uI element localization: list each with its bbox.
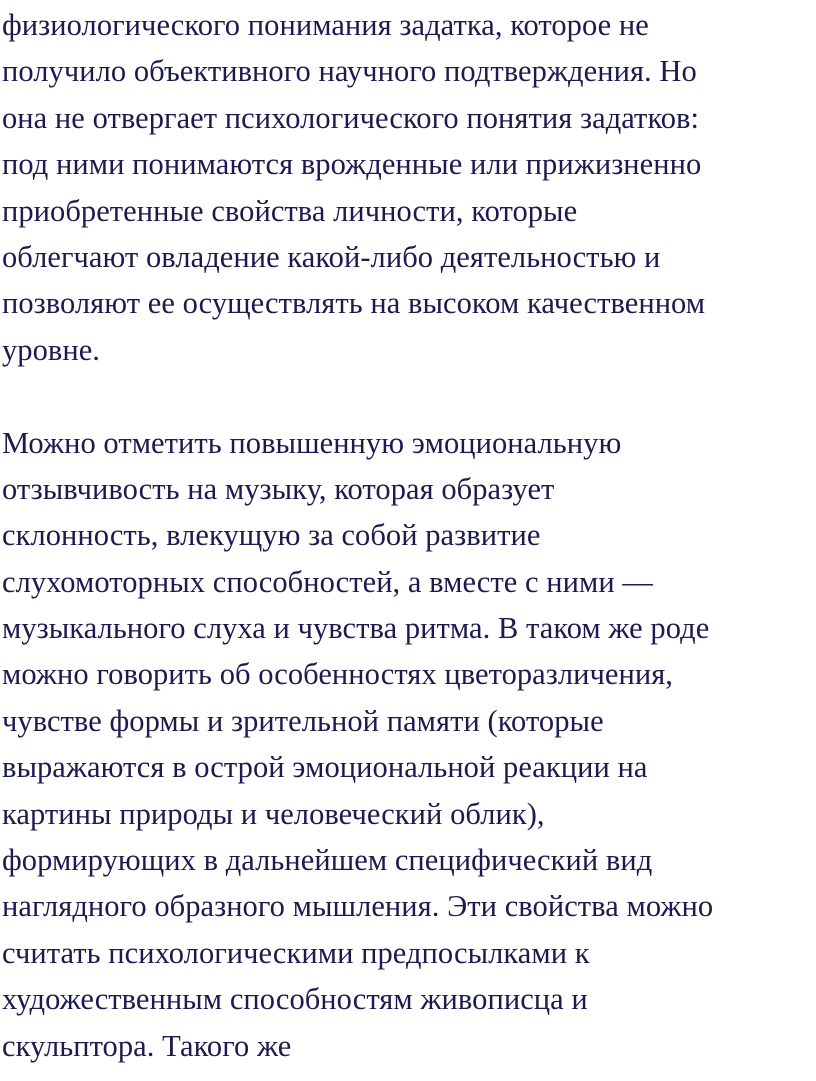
text-line: чувстве формы и зрительной памяти (которые [2, 703, 604, 738]
text-line: выражаются в острой эмоциональной реакции на [2, 750, 648, 785]
text-line: облегчают овладение какой-либо деятельностью и [2, 239, 661, 274]
paragraph-gap [2, 373, 814, 419]
text-line: приобретенные свойства личности, которые [2, 193, 578, 228]
text-line: Можно отметить повышенную эмоциональную [2, 425, 622, 460]
text-line: формирующих в дальнейшем специфический вид [2, 843, 653, 878]
text-line: картины природы и человеческий облик), [2, 796, 545, 831]
text-line: считать психологическими предпосылками к [2, 935, 590, 970]
text-line: отзывчивость на музыку, которая образует [2, 471, 555, 506]
text-line: музыкального слуха и чувства ритма. В таком же роде [2, 611, 710, 646]
text-line: позволяют ее осуществлять на высоком качественном [2, 286, 706, 321]
text-line: под ними понимаются врожденные или прижизненно [2, 147, 702, 182]
text-line: склонность, влекущую за собой развитие [2, 518, 541, 553]
text-line: слухомоторных способностей, а вместе с ними — [2, 564, 653, 599]
paragraph-1 [2, 2, 814, 373]
text-line: художественным способностям живописца и [2, 982, 588, 1017]
text-line: получило объективного научного подтверждения. Но [2, 54, 697, 89]
text-line: физиологического понимания задатка, которое не [2, 8, 649, 42]
text-line: она не отвергает психологического понятия задатков: [2, 100, 700, 135]
text-line: наглядного образного мышления. Эти свойства можно [2, 889, 714, 924]
text-line: скульптора. Такого же [2, 1028, 292, 1063]
text-line: можно говорить об особенностях цветоразличения, [2, 657, 673, 692]
paragraph-2 [2, 420, 814, 1069]
document-page [2, 0, 814, 1069]
text-line: уровне. [2, 332, 100, 367]
